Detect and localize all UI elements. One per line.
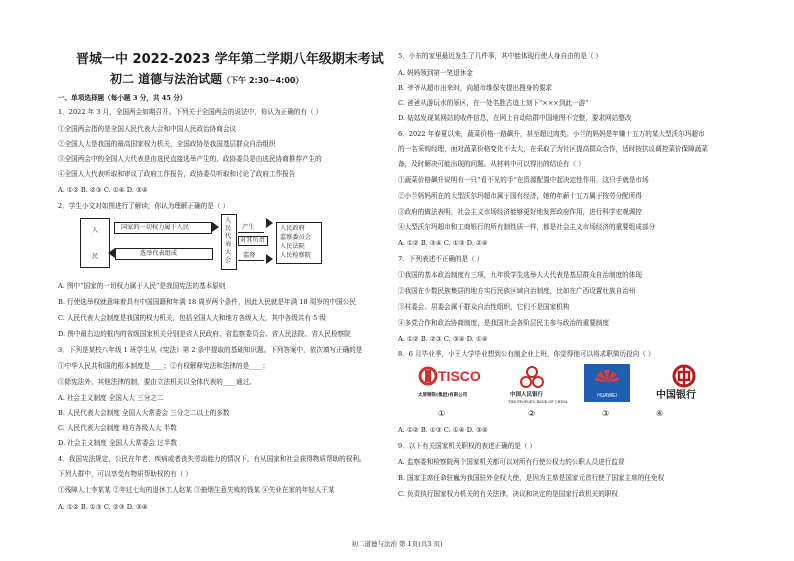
state-organs-box	[276, 222, 322, 264]
q6-choices: A. ①② B. ③④ C. ①③ D. ②④	[398, 239, 488, 247]
people-char1: 人	[92, 227, 99, 234]
boc-name: 中国银行	[656, 390, 696, 401]
pboc-logo	[508, 362, 568, 418]
q6-stem3: 备，及时解决可能出现的问题。从材料中可以得出的结论有（ ）	[398, 160, 585, 168]
bottom-arrow-body	[115, 248, 213, 260]
q2-opt-b: B. 行使选举权就意味着具有中国国籍和年满 18 周岁两个条件，因此人民就是年满 18 周岁的中国公民	[58, 298, 356, 306]
right-arrow-bottom	[266, 254, 273, 264]
q6-opt4: ④大型沃尔玛超市和工商银行的所有制性质一样，都是社会主义市场经济的重要组成部分	[398, 223, 656, 231]
logo-4-num: ④	[656, 409, 664, 418]
npc-label: 人民代表大会	[225, 217, 232, 264]
q9-opt-b: B. 国家主席任命驻巍为我国驻外全权大使，是因为主席是国家元首行使了国家主席的任免权	[398, 474, 665, 482]
q6-stem2: 的一名采购经理，面对蔬菜价格变化不太大，在采取了为社区提高群众合作，适时按抗议调控菜价保障蔬菜	[398, 145, 708, 153]
q3-opt-a: A. 社会主义制度 全国人大 三分之二	[58, 394, 164, 402]
q7-opt1: ①我国的基本政治制度有三项，九年级学生选举人大代表是基层群众自治制度的体现	[398, 271, 642, 279]
logo-2-num: ②	[528, 409, 536, 418]
q3-stem: 3．下列是某校八年级 1 班学生从《宪法》第 2 条中提取的基础知识题。下列答案中，依次填写正确的是	[58, 346, 363, 354]
q1-stem: 1．2022 年 3 月，全国两会如期召开。下列关于全国两会的说法中，你认为正确的有（ ）	[58, 108, 323, 116]
q4-opts: ①残障人士李某某 ②年过七旬的退休工人赵某 ③抽烟生意失败的钱某 ④失业在家的年轻人王某	[58, 486, 335, 494]
right-arrow-top	[266, 218, 273, 228]
q7-stem: 7．下列表述不正确的是（ ）	[398, 255, 484, 263]
organ-4: 人民检察院	[280, 252, 311, 259]
exam-subtitle	[110, 72, 303, 88]
organ-3: 人民法院	[280, 243, 305, 250]
q1-opt1: ①全国两会指的是全国人民代表大会和中国人民政治协商会议	[58, 125, 237, 133]
supervise-line	[238, 260, 264, 261]
bottom-arrow-head	[108, 248, 115, 258]
exam-time: （下午 2:30~4:00）	[222, 76, 304, 85]
pboc-sub: THE PEOPLE'S BANK OF CHINA	[508, 400, 568, 404]
page-footer: 初二道德与法治 第 1页(共3 页)	[351, 540, 443, 548]
produce-line	[238, 232, 264, 233]
q1-opt3: ③全国两会中的全国人大代表是由选民直接选举产生的，政协委员是由选民协商推荐产生的	[58, 155, 322, 163]
q3-opt-c: C. 人民代表大会制度 地方各级人大 半数	[58, 424, 177, 432]
organ-2: 监察委员会	[280, 234, 311, 241]
huawei-logo	[584, 364, 632, 418]
boc-logo	[648, 362, 728, 418]
q4-choices: A. ①② B. ①③ C. ②③ D. ③④	[58, 503, 148, 511]
q6-opt2: ②小兰妈妈所在的大型沃尔玛超市属于国有经济，她的年薪十五万属于按劳分配所得	[398, 192, 642, 200]
supervise-label: 监督	[243, 252, 256, 259]
q1-opt2: ②全国人大是我国的最高国家权力机关，全国政协是我国基层群众自治组织	[58, 140, 276, 148]
q1-choices: A. ①② B. ②③ C. ①④ D. ③④	[58, 186, 148, 194]
huawei-text: HUAWEI	[597, 393, 617, 399]
bottom-arrow-label: 选举代表组成	[140, 250, 178, 257]
q3-opt-d: D. 社会主义制度 全国人大常委会 过半数	[58, 439, 177, 447]
top-arrow-body	[114, 222, 212, 234]
q6-opt3: ③政府的做法表明，社会主义市场经济能够更好地发挥政府作用，进行科学宏观调控	[398, 208, 642, 216]
svg-text:TISCO: TISCO	[438, 368, 481, 384]
q1-opt4: ④全国人大代表听取和审议了政府工作报告，政协委员听取和讨论了政府工作报告	[58, 170, 296, 178]
q3-line2: ③除宪法外，其他法律的制，要由立法机关以全体代表的____通过。	[58, 378, 256, 386]
q9-opt-a: A. 监察委和检察院两个国家机关都可以对所有行使公权力的公职人员进行监督	[398, 458, 625, 466]
subject-title: 初二 道德与法治试题	[110, 72, 223, 86]
logo-1-num: ①	[438, 409, 446, 418]
people-char2: 民	[92, 253, 99, 260]
q2-opt-d: D. 图中最右边的框内的省级国家机关分别是省人民政府、省监察委员会、省人民法院、省人民检察院	[58, 330, 351, 338]
top-arrow-label: 国家的一切权力属于人民	[121, 224, 190, 231]
q5-stem: 5．小东的家里最近发生了几件事，其中能体现行使人身自由的是（ ）	[398, 52, 603, 60]
q4-stem2: 下列人群中，可以享受有物质帮助权的有（ ）	[58, 470, 192, 478]
responsible-label: 对其负责	[240, 237, 265, 244]
logo-3-num: ③	[602, 409, 610, 418]
people-box	[80, 218, 110, 268]
q3-line1: ①中华人民共和国的根本制度是____；②有权解释宪法和法律的是____；	[58, 362, 269, 370]
q9-stem: 9．以下有关国家机关职权的表述正确的是（ ）	[398, 442, 537, 450]
top-arrow-head	[212, 222, 219, 232]
tisco-sub: 太原钢铁(集团)有限公司	[418, 393, 468, 398]
q2-opt-c: C. 人民代表大会制度是我国的权力机关，包括全国人大和地方各级人大，其中各级共有 5 级	[58, 314, 326, 322]
organ-1: 人民政府	[280, 225, 305, 232]
pboc-name: 中国人民银行	[510, 392, 544, 398]
q2-opt-a: A. 图中“国家的一切权力属于人民”是我国宪法的基本原则	[58, 282, 226, 290]
q2-diagram	[80, 214, 330, 270]
q5-opt-a: A. 妈妈领到第一笔退休金	[398, 69, 473, 77]
q3-opt-b: B. 人民代表大会制度 全国人大常委会 三分之二以上的多数	[58, 409, 230, 417]
exam-title: 晋城一中 2022-2023 学年第二学期八年级期末考试	[76, 52, 384, 67]
q7-choices: A. ①② B. ②③ C. ③④ D. ①④	[398, 335, 488, 343]
q6-opt1: ①蔬菜价格飙升说明有一只“看不见的手”在资源配置中起决定性作用，这只手就是市场	[398, 176, 649, 184]
tisco-logo	[418, 362, 488, 418]
responsible-box	[238, 236, 268, 246]
q4-stem: 4．我国宪法规定，公民在年老、疾病或者丧失劳动能力的情况下，有从国家和社会获得物质帮助的权利。	[58, 455, 366, 463]
q6-stem1: 6．2022 年春夏以来，蔬菜价格一路飙升，甚至超过肉类。小兰的妈妈是年赚十五万的某大型沃尔玛超市	[398, 130, 705, 138]
q7-opt4: ④多党合作和政治协商制度，是我国社会各阶层民主参与政治的重要制度	[398, 319, 609, 327]
q9-opt-c: C. 负责执行国家权力机关的有关法律，决议和决定的是国家行政机关的职权	[398, 490, 619, 498]
q5-opt-b: B. 爷爷从超市出来时，向超市维保安提出搜身的要求	[398, 84, 553, 92]
q8-stem: 8．6 月毕业季，小王大学毕业想到公有制企业上班，你觉得他可以将求职简历投向（ ）	[398, 350, 655, 358]
q5-opt-d: D. 姑姑发现某网站的收件信息，在网上自动给群中国地图不完整，要求网站整改	[398, 114, 632, 122]
q2-stem: 2．学生小文对如图进行了解读，你认为理解正确的是（ ）	[58, 202, 230, 210]
section-heading: 一、单项选择题（每小题 3 分，共 45 分）	[58, 94, 187, 102]
q7-opt2: ②我国在少数民族集居的地方实行民族区域自治制度，比如在广西设置壮族自治州	[398, 287, 636, 295]
npc-box	[221, 214, 237, 270]
q7-opt3: ③村委会、居委会属于群众自治性组织，它们不是国家机构	[398, 303, 570, 311]
produce-label: 产生	[242, 224, 255, 231]
q8-choices: A. ①② B. ①③ C. ①④ D. ③④	[398, 426, 488, 434]
q5-opt-c: C. 爸爸从游玩水的景区，在一处名胜古迹上刻下“×××到此一游”	[398, 99, 589, 107]
